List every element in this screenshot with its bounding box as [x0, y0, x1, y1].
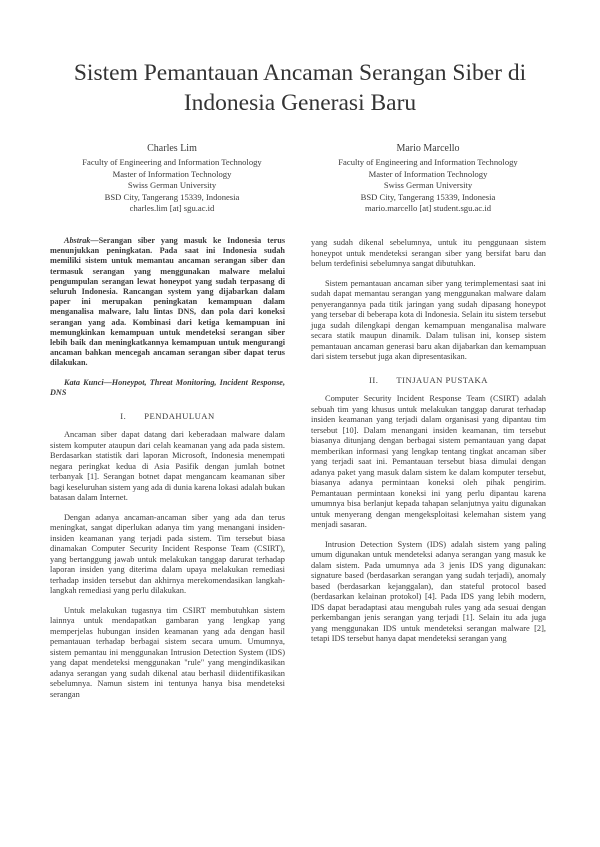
paragraph: Intrusion Detection System (IDS) adalah sistem yang paling umum digunakan untuk mendeteksi adanya serangan yang masuk ke dalam sistem. Pada umumnya ada 3 jenis IDS yang digunakan: signature based (berdasarkan serangan yang sudah terjadi), anomaly based (berdasarkan kejanggalan), dan stateful protocol based (berdasarkan kelainan protokol) [4]. Pada IDS yang lebih modern, IDS dapat beradaptasi atau mengubah rules yang ada sesuai dengan perkembangan jenis serangan yang terjadi [1]. Selain itu ada juga yang menggunakan IDS untuk mendeteksi serangan malware [2], tetapi IDS tersebut hanya dapat mendeteksi serangan yang: [311, 539, 546, 643]
section-title: PENDAHULUAN: [144, 410, 215, 421]
section-number: I.: [120, 410, 127, 421]
paper-title-line-1: Sistem Pemantauan Ancaman Serangan Siber di: [73, 60, 527, 86]
author-name: Mario Marcello: [396, 143, 460, 154]
author-address: BSD City, Tangerang 15339, Indonesia: [104, 191, 240, 202]
paragraph: Untuk melakukan tugasnya tim CSIRT membutuhkan sistem lainnya untuk mendapatkan gambaran yang lengkap yang memperjelas hubungan insiden keamanan yang ada dengan hasil pemantauan terhadap berbagai sistem secara umum. Umumnya, sistem pemantau ini menggunakan Intrusion Detection System (IDS) yang dapat mendeteksi menggunakan "rule" yang mengindikasikan adanya serangan yang sudah dikenal atau berhasil diidentifikasikan sebelumnya. Namun sistem ini tentunya hanya bisa mendeteksi serangan: [50, 605, 285, 699]
author-affiliation: Faculty of Engineering and Information Technology: [82, 157, 262, 167]
abstract-text: —Serangan siber yang masuk ke Indonesia terus menunjukkan peningkatan. Pada saat ini Indonesia sudah memiliki sistem untuk memantau ancaman serangan siber dan termasuk serangan yang menggunakan malware melalui pengumpulan serangan lewat honeypot yang sudah terpasang di seluruh Indonesia. Rancangan system yang dijabarkan dalam paper ini merupakan peningkatan kemampuan dalam menganalisa malware, lalu lintas DNS, dan pola dari koneksi serangan yang ada. Kombinasi dari ketiga kemampuan ini memungkinkan kemampuan untuk mendeteksi serangan siber lebih baik dan meningkatkannya kemampuan untuk mengurangi ancaman bahkan mencegah ancaman serangan siber dapat terus dilakukan.: [50, 236, 285, 368]
author-university: Swiss German University: [127, 180, 217, 191]
author-university: Swiss German University: [383, 180, 473, 191]
paragraph: Ancaman siber dapat datang dari keberadaan malware dalam sistem komputer ataupun dari celah keamanan yang ada pada sistem. Berdasarkan statistik dari laporan Microsoft, Indonesia menempati negara peringkat kedua di Asia Pasifik dengan jumlah botnet terbanyak [1]. Serangan botnet dapat mengancam keamanan siber bagi keseluruhan sistem yang ada di dunia karena lokasi adalah bukan batasan dalam Internet.: [50, 430, 285, 503]
author-program: Master of Information Technology: [368, 168, 488, 179]
author-block-1: [47, 142, 297, 215]
paragraph: Dengan adanya ancaman-ancaman siber yang ada dan terus meningkat, sangat diperlukan adanya tim yang menangani insiden-insiden keamanan yang terjadi pada sistem. Tim tersebut biasa dinamakan Computer Security Incident Response Team (CSIRT), yang bertanggung jawab untuk melakukan tanggap darurat terhadap laporan insiden yang diterima dalam upaya melakukan remediasi terhadap insiden tersebut dan akhirnya merekomendasikan langkah-langkah remediasi yang perlu dilakukan.: [50, 512, 285, 596]
paragraph: Sistem pemantauan ancaman siber yang terimplementasi saat ini sudah dapat memantau serangan yang menggunakan malware dalam penyerangannya pada titik jaringan yang sudah dipasang honeypot yang tersebar di beberapa kota di Indonesia. Selain itu sistem tersebut juga sudah dilengkapi dengan kemampuan menganalisa malware secara statik maupun dinamik. Dalam tulisan ini, konsep sistem pemantauan ancaman generasi baru akan dijabarkan dan kemampuan dari sistem tersebut juga akan dipresentasikan.: [311, 278, 546, 361]
author-affiliation: Faculty of Engineering and Information Technology: [338, 157, 518, 167]
author-program: Master of Information Technology: [112, 168, 232, 179]
paragraph: yang sudah dikenal sebelumnya, untuk itu penggunaan sistem honeypot untuk mendeteksi serangan siber yang bersifat baru dan belum terdefinisi sebelumnya sangat dibutuhkan.: [311, 238, 546, 268]
author-name: Charles Lim: [147, 143, 197, 154]
paragraph: Computer Security Incident Response Team (CSIRT) adalah sebuah tim yang khusus untuk melakukan tanggap darurat terhadap insiden keamanan yang terjadi dalam organisasi yang dipantau tim tersebut [10]. Dalam menangani insiden keamanan, tim tersebut biasanya ditunjang dengan berbagai sistem pemantauan yang dapat memberikan informasi yang lengkap tentang tingkat ancaman siber yang terjadi saat ini. Pemantauan tersebut biasa dimulai dengan adanya paket yang masuk dalam sistem ke dalam komputer tersebut, biasanya adanya permintaan koneksi oleh pihak pengirim. Pemantauan permintaan koneksi ini yang perlu dipantau karena umumnya bisa berlanjut kepada tahapan selanjutnya yaitu digunakan untuk menyerang dengan mengeksploitasi kelemahan sistem yang menjadi sasaran.: [311, 394, 546, 529]
keywords: Kata Kunci—Honeypot, Threat Monitoring, Incident Response, DNS: [50, 377, 285, 398]
abstract: [50, 236, 285, 369]
right-column: [311, 238, 546, 654]
author-block-2: [303, 142, 553, 215]
paper-title-line-2: Indonesia Generasi Baru: [183, 90, 417, 116]
section-title: TINJAUAN PUSTAKA: [396, 374, 488, 385]
section-number: II.: [369, 374, 379, 385]
author-email: mario.marcello [at] student.sgu.ac.id: [365, 203, 491, 214]
abstract-label: Abstrak: [64, 236, 91, 245]
section-heading-2: [311, 375, 546, 386]
author-address: BSD City, Tangerang 15339, Indonesia: [360, 191, 496, 202]
author-email: charles.lim [at] sgu.ac.id: [129, 203, 215, 214]
section-heading-1: [50, 411, 285, 422]
left-column: [50, 236, 285, 709]
paper-title: [40, 58, 560, 118]
